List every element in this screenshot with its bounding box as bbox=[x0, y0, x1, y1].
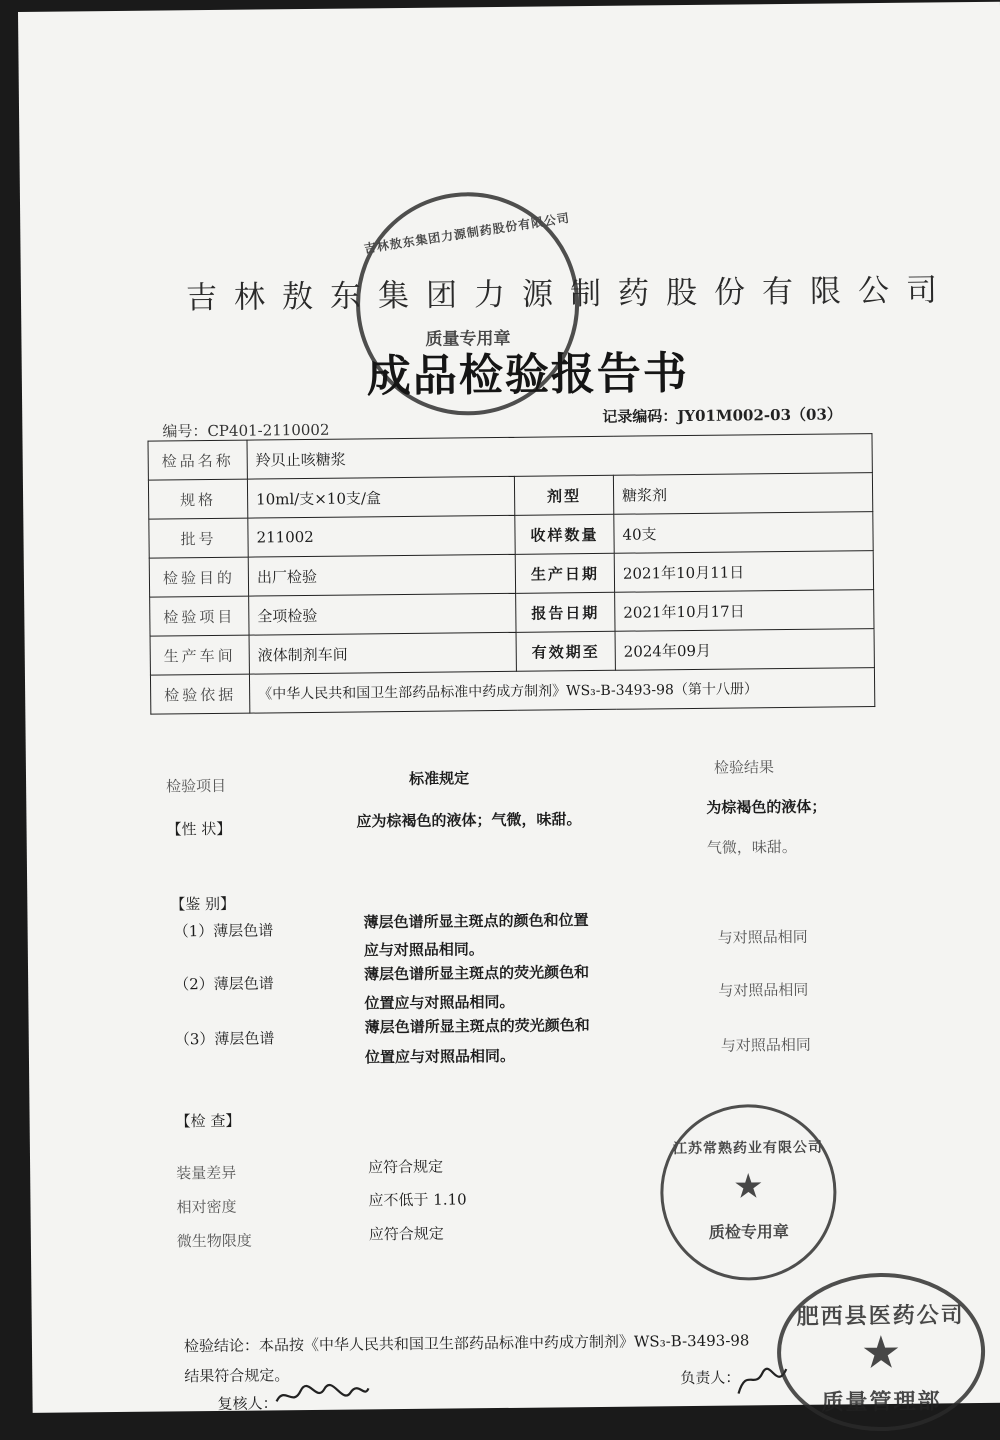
ident-3-std-2: 位置应与对照品相同。 bbox=[364, 1046, 516, 1067]
document-page bbox=[18, 2, 1000, 1416]
workshop-label: 生产车间 bbox=[150, 635, 249, 675]
responsible-label: 负责人： bbox=[680, 1368, 741, 1388]
col-std-header: 标准规定 bbox=[408, 769, 470, 788]
basis-value: 《中华人民共和国卫生部药品标准中药成方制剂》WS₃-B-3493-98（第十八册） bbox=[249, 668, 874, 714]
items-label: 检验项目 bbox=[150, 596, 249, 636]
inspection-seal-text: 江苏常熟药业有限公司 bbox=[672, 1139, 824, 1158]
report-number: 编号：CP401-2110002 bbox=[162, 420, 330, 441]
spec-label: 规格 bbox=[148, 479, 247, 519]
ident-3-std-1: 薄层色谱所显主斑点的荧光颜色和 bbox=[364, 1016, 590, 1037]
workshop-value: 液体制剂车间 bbox=[249, 632, 516, 674]
ident-header: 【鉴 别】 bbox=[170, 894, 236, 914]
inspection-seal-sub: 质检专用章 bbox=[708, 1221, 789, 1242]
check-2-item: 相对密度 bbox=[176, 1197, 237, 1217]
star-icon: ★ bbox=[734, 1169, 762, 1205]
ident-2-result: 与对照品相同 bbox=[718, 980, 809, 1000]
expiry-label: 有效期至 bbox=[516, 631, 615, 671]
record-code: 记录编码：JY01M002-03（03） bbox=[602, 405, 842, 426]
col-result-header: 检验结果 bbox=[713, 758, 775, 777]
pharmacy-seal-sub: 质量管理部 bbox=[821, 1388, 942, 1416]
character-header: 【性 状】 bbox=[166, 819, 232, 839]
ident-1-std-1: 薄层色谱所显主斑点的颜色和位置 bbox=[363, 911, 589, 932]
character-std: 应为棕褐色的液体；气微，味甜。 bbox=[356, 810, 582, 831]
star-icon: ★ bbox=[862, 1328, 900, 1377]
check-1-item: 装量差异 bbox=[176, 1163, 237, 1183]
prod-date-label: 生产日期 bbox=[515, 553, 614, 593]
company-seal-sub: 质量专用章 bbox=[425, 328, 511, 350]
ident-2-item: （2）薄层色谱 bbox=[174, 974, 274, 994]
expiry-value: 2024年09月 bbox=[615, 629, 874, 671]
check-2-std: 应不低于 1.10 bbox=[368, 1190, 467, 1210]
reviewer-signature bbox=[272, 1380, 372, 1409]
batch-value: 211002 bbox=[248, 515, 515, 557]
ident-3-result: 与对照品相同 bbox=[720, 1035, 811, 1055]
purpose-label: 检验目的 bbox=[149, 557, 248, 597]
company-name: 吉林敖东集团力源制药股份有限公司 bbox=[185, 272, 955, 317]
report-title: 成品检验报告书 bbox=[366, 347, 690, 403]
pharmacy-seal-text: 肥西县医药公司 bbox=[796, 1302, 965, 1330]
conclusion-line-1: 检验结论：本品按《中华人民共和国卫生部药品标准中药成方制剂》WS₃-B-3493-98 bbox=[183, 1331, 750, 1356]
name-label: 检品名称 bbox=[148, 440, 247, 480]
ident-2-std-2: 位置应与对照品相同。 bbox=[364, 992, 515, 1013]
ident-1-item: （1）薄层色谱 bbox=[173, 921, 274, 941]
ident-3-item: （3）薄层色谱 bbox=[174, 1029, 275, 1049]
reviewer-label: 复核人： bbox=[217, 1394, 278, 1413]
check-3-std: 应符合规定 bbox=[368, 1224, 444, 1244]
name-value: 羚贝止咳糖浆 bbox=[247, 434, 872, 480]
spec-value: 10ml/支×10支/盒 bbox=[247, 476, 514, 518]
batch-label: 批号 bbox=[149, 518, 248, 558]
ident-1-result: 与对照品相同 bbox=[717, 927, 808, 947]
pharmacy-seal bbox=[776, 1272, 986, 1432]
table-row bbox=[150, 668, 874, 715]
items-value: 全项检验 bbox=[249, 593, 516, 635]
company-seal-text: 吉林敖东集团力源制药股份有限公司 bbox=[363, 210, 571, 256]
form-label: 剂型 bbox=[514, 475, 613, 515]
info-table bbox=[147, 433, 875, 715]
report-date-value: 2021年10月17日 bbox=[615, 590, 874, 632]
ident-1-std-2: 应与对照品相同。 bbox=[363, 940, 484, 960]
col-item-header: 检验项目 bbox=[166, 776, 227, 796]
prod-date-value: 2021年10月11日 bbox=[614, 551, 873, 593]
purpose-value: 出厂检验 bbox=[248, 554, 515, 596]
inspection-seal bbox=[659, 1103, 837, 1281]
check-3-item: 微生物限度 bbox=[176, 1231, 252, 1251]
qty-value: 40支 bbox=[614, 512, 873, 554]
character-result-1: 为棕褐色的液体； bbox=[706, 797, 827, 817]
conclusion-line-2: 结果符合规定。 bbox=[184, 1366, 290, 1386]
check-header: 【检 查】 bbox=[175, 1111, 241, 1131]
form-value: 糖浆剂 bbox=[613, 473, 872, 515]
ident-2-std-1: 薄层色谱所显主斑点的荧光颜色和 bbox=[364, 963, 590, 984]
basis-label: 检验依据 bbox=[150, 674, 249, 714]
character-result-2: 气微，味甜。 bbox=[706, 837, 797, 857]
report-date-label: 报告日期 bbox=[516, 592, 615, 632]
check-1-std: 应符合规定 bbox=[368, 1157, 444, 1177]
qty-label: 收样数量 bbox=[515, 514, 614, 554]
